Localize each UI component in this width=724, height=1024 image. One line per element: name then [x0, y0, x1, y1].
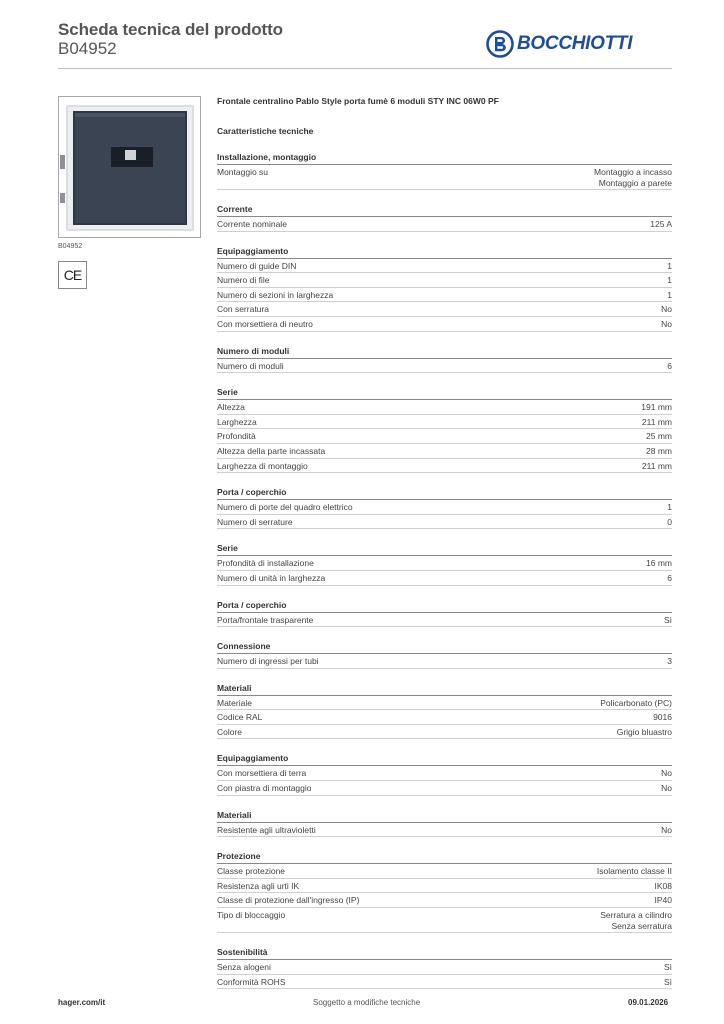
spec-row: [217, 823, 672, 838]
spec-value: [667, 261, 672, 272]
section-title: Equipaggiamento: [217, 245, 672, 259]
spec-row: [217, 975, 672, 990]
spec-value-line: 6: [667, 360, 672, 371]
spec-row: [217, 515, 672, 530]
spec-row: [217, 429, 672, 444]
spec-content: [217, 96, 672, 989]
header-divider: [58, 68, 672, 69]
spec-value-line: 211 mm: [641, 416, 672, 427]
product-code: B04952: [58, 39, 117, 58]
section-gap: [217, 739, 672, 749]
spec-row: [217, 879, 672, 894]
spec-value: [655, 895, 673, 906]
spec-value: [661, 768, 672, 779]
spec-row: [217, 273, 672, 288]
spec-row: [217, 613, 672, 628]
spec-value: [667, 290, 672, 301]
spec-label: Numero di porte del quadro elettrico: [217, 502, 353, 513]
image-caption: B04952: [58, 243, 83, 250]
spec-value-line: No: [661, 824, 672, 835]
spec-row: [217, 654, 672, 669]
section-title: Materiali: [217, 809, 672, 823]
spec-value-line: 191 mm: [641, 402, 672, 413]
spec-value-line: Serratura a cilindro: [600, 910, 672, 921]
section-gap: [217, 529, 672, 539]
spec-value: [667, 502, 672, 513]
spec-row: [217, 725, 672, 740]
spec-value-line: 211 mm: [641, 460, 672, 471]
spec-row: [217, 710, 672, 725]
spec-value: [667, 361, 672, 372]
page-title: Scheda tecnica del prodotto: [58, 20, 283, 39]
spec-value: [600, 910, 672, 932]
spec-label: Profondità: [217, 431, 256, 442]
footer-date: 09.01.2026: [628, 998, 669, 1007]
spec-label: Classe protezione: [217, 866, 286, 877]
product-image: [58, 96, 201, 238]
section-title: Porta / coperchio: [217, 486, 672, 500]
spec-value: [641, 402, 672, 413]
spec-row: [217, 781, 672, 796]
footer-website[interactable]: hager.com/it: [58, 998, 106, 1007]
section-title: Serie: [217, 386, 672, 400]
spec-value-line: Grigio bluastro: [616, 726, 672, 737]
spec-value-line: Montaggio a incasso: [594, 167, 672, 177]
section-gap: [217, 796, 672, 806]
spec-value: [597, 866, 672, 877]
spec-value: [646, 431, 672, 442]
spec-label: Materiale: [217, 697, 252, 708]
spec-value-line: Senza serratura: [611, 921, 672, 932]
spec-value-line: Montaggio a parete: [598, 178, 672, 188]
spec-row: [217, 556, 672, 571]
spec-label: Con piastra di montaggio: [217, 783, 312, 794]
spec-value: [594, 167, 672, 189]
spec-value: [646, 558, 672, 569]
spec-value-line: Sì: [663, 976, 672, 987]
section-title: Corrente: [217, 203, 672, 217]
spec-row: [217, 217, 672, 232]
section-gap: [217, 190, 672, 200]
brand-logo: [486, 29, 632, 59]
spec-value-line: Policarbonato (PC): [600, 697, 672, 708]
spec-sections: [217, 151, 672, 989]
spec-value-line: 1: [667, 275, 672, 286]
spec-value-line: IK08: [654, 880, 672, 891]
spec-value: [617, 727, 672, 738]
spec-label: Larghezza: [217, 416, 257, 427]
spec-label: Con morsettiera di terra: [217, 768, 307, 779]
spec-value: [667, 573, 672, 584]
spec-value-line: 1: [667, 289, 672, 300]
spec-value-line: No: [661, 304, 672, 315]
spec-label: Corrente nominale: [217, 219, 287, 229]
spec-row: [217, 317, 672, 332]
product-description: Frontale centralino Pablo Style porta fumè 6 moduli STY INC 06W0 PF: [217, 96, 499, 106]
spec-value-line: 1: [667, 502, 672, 513]
spec-label: Colore: [217, 726, 243, 737]
section-gap: [217, 473, 672, 483]
spec-value: [600, 698, 672, 709]
spec-value: [653, 712, 672, 723]
spec-value: [661, 825, 672, 836]
spec-value: [664, 962, 672, 973]
spec-value-line: Sì: [663, 614, 672, 625]
spec-label: Larghezza di montaggio: [217, 460, 308, 471]
spec-value: [661, 319, 672, 330]
spec-value-line: 25 mm: [646, 431, 672, 442]
spec-label: Numero di unità in larghezza: [217, 572, 326, 583]
spec-label: Tipo di bloccaggio: [217, 910, 286, 921]
spec-label: Altezza della parte incassata: [217, 445, 326, 456]
spec-value: [642, 417, 672, 428]
spec-label: Resistenza agli urti IK: [217, 880, 300, 891]
spec-row: [217, 571, 672, 586]
spec-label: Numero di serrature: [217, 516, 293, 527]
spec-row: [217, 415, 672, 430]
section-title: Connessione: [217, 640, 672, 654]
spec-value-line: Isolamento classe II: [596, 866, 672, 877]
spec-label: Codice RAL: [217, 712, 263, 723]
section-title: Porta / coperchio: [217, 599, 672, 613]
ce-mark-icon: CE: [58, 261, 87, 289]
brand-name: BOCCHIOTTI: [517, 33, 633, 54]
section-title: Protezione: [217, 850, 672, 864]
bocchiotti-logo-icon: [486, 30, 514, 58]
spec-row: [217, 259, 672, 274]
spec-label: Resistente agli ultravioletti: [217, 824, 316, 835]
section-gap: [217, 232, 672, 242]
spec-value-line: IP40: [654, 895, 672, 906]
spec-value: [664, 615, 672, 626]
spec-label: Numero di sezioni in larghezza: [217, 289, 334, 300]
section-gap: [217, 586, 672, 596]
spec-row: [217, 288, 672, 303]
spec-label: Numero di moduli: [217, 360, 284, 371]
spec-value-line: 28 mm: [646, 445, 672, 456]
spec-value: [655, 881, 673, 892]
section-title: Materiali: [217, 682, 672, 696]
spec-row: [217, 908, 672, 933]
spec-label: Altezza: [217, 402, 245, 413]
spec-row: [217, 165, 672, 190]
spec-value-line: 1: [667, 260, 672, 271]
spec-value: [667, 656, 672, 667]
spec-value: [650, 219, 672, 230]
spec-value-line: 125 A: [650, 219, 672, 229]
section-title: Equipaggiamento: [217, 752, 672, 766]
section-gap: [217, 373, 672, 383]
spec-row: [217, 893, 672, 908]
spec-row: [217, 864, 672, 879]
spec-value: [661, 304, 672, 315]
spec-row: [217, 960, 672, 975]
spec-label: Montaggio su: [217, 167, 269, 177]
section-gap: [217, 669, 672, 679]
spec-label: Porta/frontale trasparente: [217, 614, 314, 625]
spec-row: [217, 459, 672, 474]
section-title: Numero di moduli: [217, 345, 672, 359]
footer-notice: Soggetto a modifiche tecniche: [313, 998, 421, 1007]
characteristics-title: Caratteristiche tecniche: [217, 126, 314, 136]
section-gap: [217, 933, 672, 943]
spec-value-line: 0: [667, 516, 672, 527]
spec-value-line: No: [661, 318, 672, 329]
section-title: Serie: [217, 542, 672, 556]
spec-value: [664, 977, 672, 988]
section-title: Installazione, montaggio: [217, 151, 672, 165]
spec-label: Con morsettiera di neutro: [217, 318, 313, 329]
spec-label: Numero di guide DIN: [217, 260, 297, 271]
spec-value: [667, 275, 672, 286]
spec-label: Numero di ingressi per tubi: [217, 656, 319, 667]
spec-value-line: 9016: [653, 712, 672, 723]
spec-row: [217, 500, 672, 515]
spec-label: Numero di file: [217, 275, 270, 286]
spec-row: [217, 302, 672, 317]
spec-label: Conformità ROHS: [217, 976, 286, 987]
spec-value: [661, 783, 672, 794]
spec-row: [217, 444, 672, 459]
spec-value: [642, 461, 672, 472]
spec-value-line: No: [661, 768, 672, 779]
spec-value-line: 6: [667, 572, 672, 583]
spec-value-line: Sì: [663, 962, 672, 973]
spec-label: Con serratura: [217, 304, 269, 315]
spec-label: Classe di protezione dall'ingresso (IP): [217, 895, 360, 906]
spec-label: Senza alogeni: [217, 962, 271, 973]
spec-value-line: 16 mm: [646, 558, 672, 569]
section-gap: [217, 837, 672, 847]
spec-row: [217, 766, 672, 781]
spec-value-line: 3: [667, 656, 672, 667]
spec-row: [217, 400, 672, 415]
section-gap: [217, 332, 672, 342]
spec-value-line: No: [661, 783, 672, 794]
spec-label: Profondità di installazione: [217, 558, 314, 569]
spec-value: [667, 517, 672, 528]
section-title: Sostenibilità: [217, 946, 672, 960]
spec-row: [217, 359, 672, 374]
spec-value: [646, 446, 672, 457]
spec-row: [217, 696, 672, 711]
section-gap: [217, 627, 672, 637]
